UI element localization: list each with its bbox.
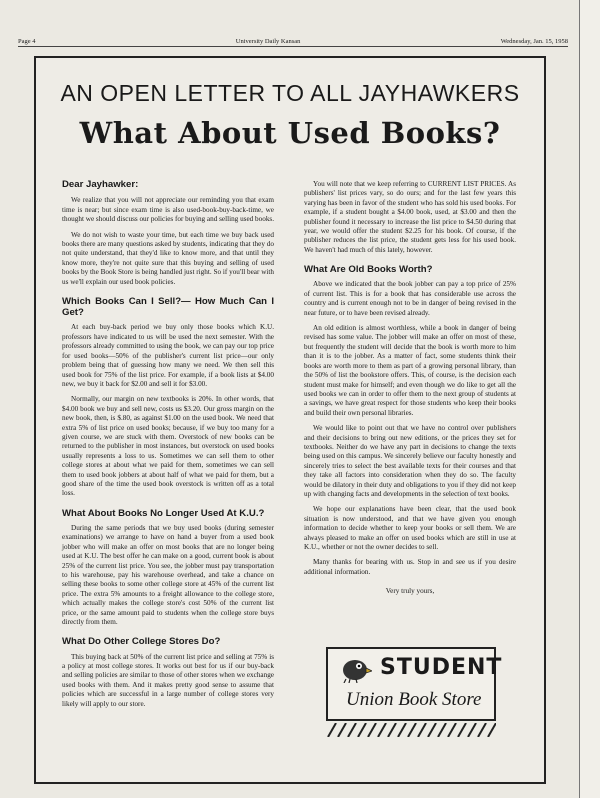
- section-heading: What Are Old Books Worth?: [304, 264, 433, 276]
- newspaper-name: University Daily Kansan: [235, 38, 301, 45]
- closing: Very truly yours,: [385, 587, 435, 596]
- right-column: [304, 180, 516, 597]
- adjacent-page-edge: [579, 0, 600, 798]
- salutation: Dear Jayhawker:: [62, 179, 139, 190]
- left-column: [62, 180, 274, 715]
- paragraph: We hope our explanations have been clear, that the used book situation is now understood, and that we have given you enough information to decide whether to keep your books or sell them. We are always pleased to make an offer on used books which are still in use at K.U., whether or not the owner decides to sell.: [304, 505, 516, 552]
- page-masthead: [18, 38, 568, 45]
- paragraph: During the same periods that we buy used books (during semester examinations) we arrange to have on hand a buyer from a used book jobber who will make an offer on most books that are no longer being used at K.U. The best offer he can make on a good, current book is about 25% of the current list price. You see, the jobber must pay transportation to his warehouse, pay his warehouse overhead, and take a chance on selling these books to some other college store at 45% of the current list price. The extra 5% amounts to a freight allowance to the college store, which actually makes the college store's cost 50% of the current list price, or the same amount paid to students when the college store buys directly from them.: [62, 523, 274, 627]
- paragraph: We would like to point out that we have no control over publishers and their decisions to bring out new editions, or the prices they set for textbooks. Neither do we have any part in decisions to change the texts being used on this campus. We sincerely believe our faculty honestly and sincerely tries to select the best available texts for their courses and that they take all factors into consideration when they do so. The faculty would be dilatory in their duty and obligations to you if they did not keep up with changing facts and developments in the selection of text books.: [304, 424, 516, 498]
- ad-headline: AN OPEN LETTER TO ALL JAYHAWKERS: [60, 80, 520, 106]
- section-heading: Which Books Can I Sell?— How Much Can I Get?: [62, 296, 274, 319]
- section-heading: What Do Other College Stores Do?: [62, 636, 221, 648]
- paragraph: We do not wish to waste your time, but each time we buy back used books there are many questions asked by students, indicating that they do not quite understand, that they'd like to know more, and that until they know more, they're not quite sure that this buying and selling of used books by the Book Store is being handled just right. So if you'll bear with us we'll explain our used book policies.: [62, 230, 274, 286]
- advertisement-box: [34, 56, 546, 784]
- page-number: Page 4: [18, 38, 36, 45]
- paragraph: We realize that you will not appreciate our reminding you that exam time is near; but since exam time is also used-book-buy-back-time, we thought we should discuss our policies for buying and selling used books.: [62, 196, 275, 224]
- issue-date: Wednesday, Jan. 15, 1958: [500, 38, 568, 45]
- paragraph: Above we indicated that the book jobber can pay a top price of 25% of current list. This is for a book that has considerable use across the country and is current enough not to be in danger of being revised in the near future, or to have been revised already.: [304, 280, 516, 317]
- ad-title: What About Used Books?: [79, 116, 501, 150]
- jayhawk-icon: [338, 653, 372, 683]
- logo-word-student: STUDENT: [380, 655, 503, 680]
- section-heading: What About Books No Longer Used At K.U.?: [62, 507, 265, 519]
- masthead-rule: [18, 46, 568, 47]
- store-logo: [312, 643, 504, 743]
- paragraph: This buying back at 50% of the current list price and selling at 75% is a policy at most college stores. It works out best for us if our buy-back and selling policies are similar to those of other stores when we exchange used books with them. And it makes pretty good sense to assume that policies which are successful in a large number of college stores very likely will apply to our store.: [62, 652, 274, 708]
- paragraph: Normally, our margin on new textbooks is 20%. In other words, that $4.00 book we buy and sell new, costs us $3.20. Our gross margin on the new book, then, is $.80, as against $1.00 on the used book. We need that extra 5% of list price on used books; because, if we buy too many for a given course, we are stuck with them. Overstock of new books can be returned to the publisher in most instances, but overstock on used books usually represents a loss to us. Sometimes we can sell them to other college stores at about what we paid for them, sometimes we can sell them to used book jobbers at about half of what we paid for them, but a good share of the time the used book overstock is written off as a total loss.: [62, 395, 274, 498]
- paragraph: At each buy-back period we buy only those books which K.U. professors have indicated to us will be used the next semester. With the professors already committed to using the book, we can pay our top price for used books—50% of the publisher's current list price—our only problem being that of guessing how many we need. We then sell this used book for 75% of the list price. For example, if a book lists at $4.00 new, we buy it back for $2.00 and sell it for $3.00.: [62, 323, 274, 388]
- paragraph: You will note that we keep referring to CURRENT LIST PRICES. As publishers' list prices vary, so do ours; and for the last few years this varying has been in favor of the student who has sold his used books. For example, if a student bought a $4.00 book, used, at $3.00 and then the publisher found it necessary to increase the list price to $4.50 during that year, we would offer the student $2.25 for his book. Of course, if the publisher reduces the list price, the student gets less for his used book. We haven't had much of this lately, however.: [304, 180, 516, 254]
- logo-word-store: Union Book Store: [346, 689, 482, 710]
- logo-stripes-decoration: [326, 723, 496, 737]
- paragraph: An old edition is almost worthless, while a book in danger of being revised has some value. The jobber will make an offer on most of these, but frequently the student will decide that the book is worth more to him than it is to the jobber. As a matter of fact, some students think their books are worth more to them as part of a growing personal library, than the 50% of list the bookstore offers. This, of course, is the decision each student must make for himself; and even though we do like to get all the used books we can in order to offer them to the next group of students at a savings, we have great respect for those students who keep their books and build their own personal libraries.: [304, 324, 516, 417]
- paragraph: Many thanks for bearing with us. Stop in and see us if you desire additional information.: [304, 558, 516, 576]
- logo-frame: [326, 647, 503, 721]
